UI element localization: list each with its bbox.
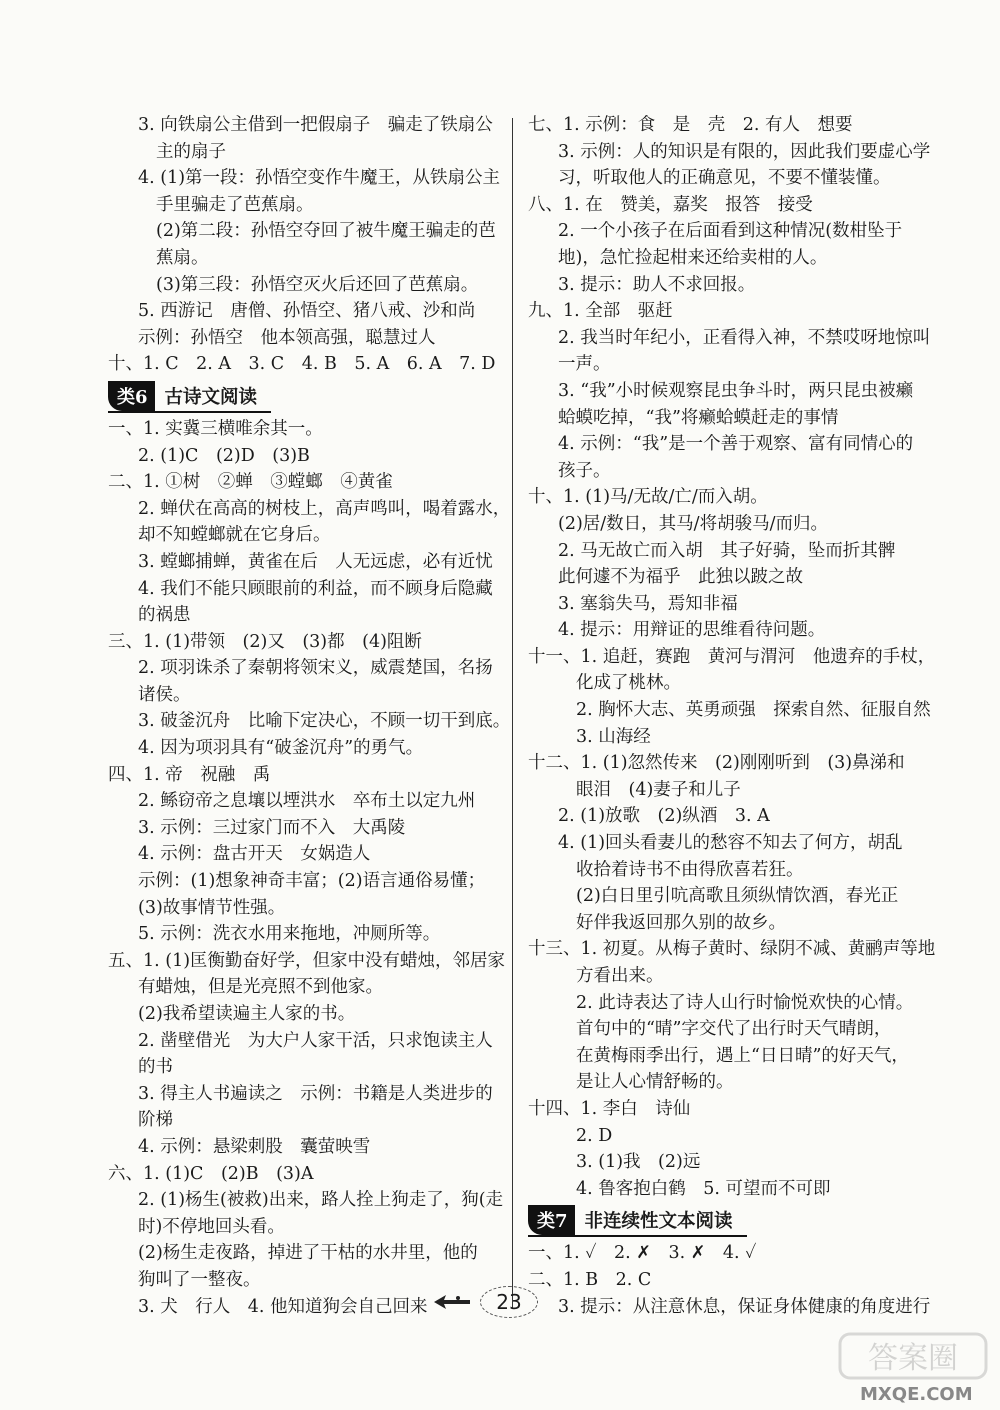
answer-line: 十一、1. 追赶，赛跑 黄河与渭河 他遗弃的手杖， [528,646,936,667]
section-title: 非连续性文本阅读 [584,1211,733,1233]
answer-line: 3. 示例：人的知识是有限的，因此我们要虚心学 [558,141,931,162]
answer-line: 有蜡烛，但是光亮照不到他家。 [138,977,383,998]
section-header [108,378,498,416]
answer-line: 3. 提示：从注意休息，保证身体健康的角度进行 [558,1296,931,1317]
column-divider [512,118,513,1308]
answer-line: 2. (1)放歌 (2)纵酒 3. A [558,806,770,827]
answer-line: 二、1. B 2. C [528,1269,652,1290]
answer-line: 十、1. C 2. A 3. C 4. B 5. A 6. A 7. D [108,354,496,375]
answer-line: 在黄梅雨季出行，遇上“日日晴”的好天气， [576,1045,909,1066]
answer-line: 地)，急忙捡起柑来还给卖柑的人。 [558,247,828,268]
page-footer [0,1278,1000,1328]
answer-line: 蛤蟆吃掉，“我”将癞蛤蟆赶走的事情 [558,407,839,428]
answer-line: 3. 螳螂捕蝉，黄雀在后 人无远虑，必有近忧 [138,551,493,572]
answer-line: 十三、1. 初夏。从梅子黄时、绿阴不减、黄鹂声等地 [528,939,936,960]
answer-line: 一声。 [558,354,611,375]
answer-line: 3. (1)我 (2)远 [576,1152,701,1173]
answer-line: 时)不停地回头看。 [138,1216,285,1237]
answer-line: 是让人心情舒畅的。 [576,1072,734,1093]
answer-line: 五、1. (1)匡衡勤奋好学，但家中没有蜡烛，邻居家 [108,950,506,971]
answer-line: 首句中的“晴”字交代了出行时天气晴朗， [576,1019,892,1040]
answer-line: 3. 塞翁失马，焉知非福 [558,593,738,614]
answer-line: 孩子。 [558,460,611,481]
answer-line: 2. 鲧窃帝之息壤以堙洪水 卒布土以定九州 [138,791,476,812]
answer-line: 2. 蝉伏在高高的树枝上，高声鸣叫，喝着露水， [138,498,511,519]
watermark-text: 答案圈 [868,1341,958,1376]
answer-line: 4. 示例：“我”是一个善于观察、富有同情心的 [558,434,914,455]
answer-line: 狗叫了一整夜。 [138,1269,261,1290]
answer-line: 收拾着诗书不由得欣喜若狂。 [576,859,804,880]
answer-line: 的祸患 [138,605,191,626]
section-header-box [528,1205,747,1237]
answer-line: 2. (1)杨生(被救)出来，路人拴上狗走了，狗(走 [138,1190,504,1211]
answer-line: 3. 向铁扇公主借到一把假扇子 骗走了铁扇公 [138,115,493,135]
answer-line: 2. 马无故亡而入胡 其子好骑，坠而折其髀 [558,540,896,561]
answer-line: 4. (1)回头看妻儿的愁容不知去了何方，胡乱 [558,833,903,854]
answer-line: 的书 [138,1057,173,1078]
answer-line: 十四、1. 李白 诗仙 [528,1098,691,1119]
answer-line: 此何遽不为福乎 此独以跛之故 [558,567,803,588]
answer-line: 2. 一个小孩子在后面看到这种情况(数柑坠于 [558,221,903,242]
answer-line: 2. 此诗表达了诗人山行时愉悦欢快的心情。 [576,992,914,1013]
section-badge: 类6 [108,381,155,411]
section-badge: 类7 [528,1205,575,1235]
answer-line: 4. 提示：用辩证的思维看待问题。 [558,620,826,641]
section-title: 古诗文阅读 [164,386,258,408]
answer-line: 二、1. ①树 ②蝉 ③螳螂 ④黄雀 [108,472,393,493]
answer-line: 示例：孙悟空 他本领高强，聪慧过人 [138,327,436,348]
answer-line: 蕉扇。 [156,247,209,268]
answer-line: 八、1. 在 赞美，嘉奖 报答 接受 [528,194,813,215]
answer-line: 2. 胸怀大志、英勇顽强 探索自然、征服自然 [576,700,931,721]
answer-line: (3)故事情节性强。 [138,897,286,918]
answer-line: 好伴我返回那久别的故乡。 [576,912,786,933]
answer-line: (2)居/数日，其马/将胡骏马/而归。 [558,513,828,534]
answer-line: 七、1. 示例：食 是 壳 2. 有人 想要 [528,115,853,135]
arrow-icon [430,1290,474,1314]
answer-line: 5. 示例：洗衣水用来拖地，冲厕所等。 [138,924,441,945]
answer-line: 3. 犬 行人 4. 他知道狗会自己回来 [138,1296,428,1317]
answer-line: (2)白日里引吭高歌且须纵情饮酒，春光正 [576,886,899,907]
answer-line: 九、1. 全部 驱赶 [528,301,673,322]
answer-line: 3. “我”小时候观察昆虫争斗时，两只昆虫被癞 [558,380,914,401]
answer-line: 一、1. ✓ 2. ✗ 3. ✗ 4. ✓ [528,1243,757,1264]
answer-line: 2. 我当时年纪小，正看得入神，不禁哎呀地惊叫 [558,327,931,348]
answer-line: 3. 破釜沉舟 比喻下定决心，不顾一切干到底。 [138,711,511,732]
answer-line: 3. 山海经 [576,726,651,747]
answer-line: (2)杨生走夜路，掉进了干枯的水井里，他的 [138,1243,478,1264]
answer-line: 4. 示例：盘古开天 女娲造人 [138,844,371,865]
answer-line: 2. D [576,1125,613,1146]
answer-line: 5. 西游记 唐僧、孙悟空、猪八戒、沙和尚 [138,301,476,322]
answer-line: 方看出来。 [576,966,664,986]
answer-line: 十二、1. (1)忽然传来 (2)刚刚听到 (3)鼻涕和 [528,753,905,774]
answer-line: 4. (1)第一段：孙悟空变作牛魔王，从铁扇公主 [138,168,501,189]
page-number: 23 [480,1286,538,1318]
answer-line: 诸侯。 [138,684,191,705]
answer-line: 六、1. (1)C (2)B (3)A [108,1163,314,1184]
answer-line: 3. 示例：三过家门而不入 大禹陵 [138,817,406,838]
answer-line: 4. 因为项羽具有“破釜沉舟”的勇气。 [138,738,424,759]
answer-line: 三、1. (1)带领 (2)又 (3)都 (4)阻断 [108,631,422,652]
right-column [528,112,936,1320]
answer-line: 手里骗走了芭蕉扇。 [156,194,314,215]
answer-line: 3. 得主人书遍读之 示例：书籍是人类进步的 [138,1083,493,1104]
answer-line: 阶梯 [138,1110,173,1131]
answer-line: 4. 我们不能只顾眼前的利益，而不顾身后隐藏 [138,578,493,599]
answer-line: (2)第二段：孙悟空夺回了被牛魔王骗走的芭 [156,221,496,242]
answer-line: 4. 鲁客抱白鹤 5. 可望而不可即 [576,1178,831,1199]
answer-line: 3. 提示：助人不求回报。 [558,274,756,295]
answer-line: 却不知螳螂就在它身后。 [138,525,331,546]
answer-line: 眼泪 (4)妻子和儿子 [576,779,741,800]
answer-line: 2. 项羽诛杀了秦朝将领宋义，威震楚国，名扬 [138,658,493,679]
answer-line: 主的扇子 [156,141,226,162]
answer-line: 示例：(1)想象神奇丰富；(2)语言通俗易懂； [138,871,486,892]
answer-line: 化成了桃林。 [576,673,681,694]
answer-line: 一、1. 实冀三横唯余其一。 [108,418,323,439]
answer-line: 四、1. 帝 祝融 禹 [108,764,271,785]
answer-line: 4. 示例：悬梁刺股 囊萤映雪 [138,1136,371,1157]
watermark-url: MXQE.COM [860,1384,973,1405]
answer-line: 十、1. (1)马/无故/亡/而入胡。 [528,487,768,508]
answer-line: 习，听取他人的正确意见，不要不懂装懂。 [558,168,891,189]
section-header [528,1202,928,1240]
answer-line: (3)第三段：孙悟空灭火后还回了芭蕉扇。 [156,274,479,295]
answer-line: 2. 凿壁借光 为大户人家干活，只求饱读主人 [138,1030,493,1051]
section-header-box [108,381,271,413]
answer-line: 2. (1)C (2)D (3)B [138,445,310,466]
answer-line: (2)我希望读遍主人家的书。 [138,1004,356,1024]
